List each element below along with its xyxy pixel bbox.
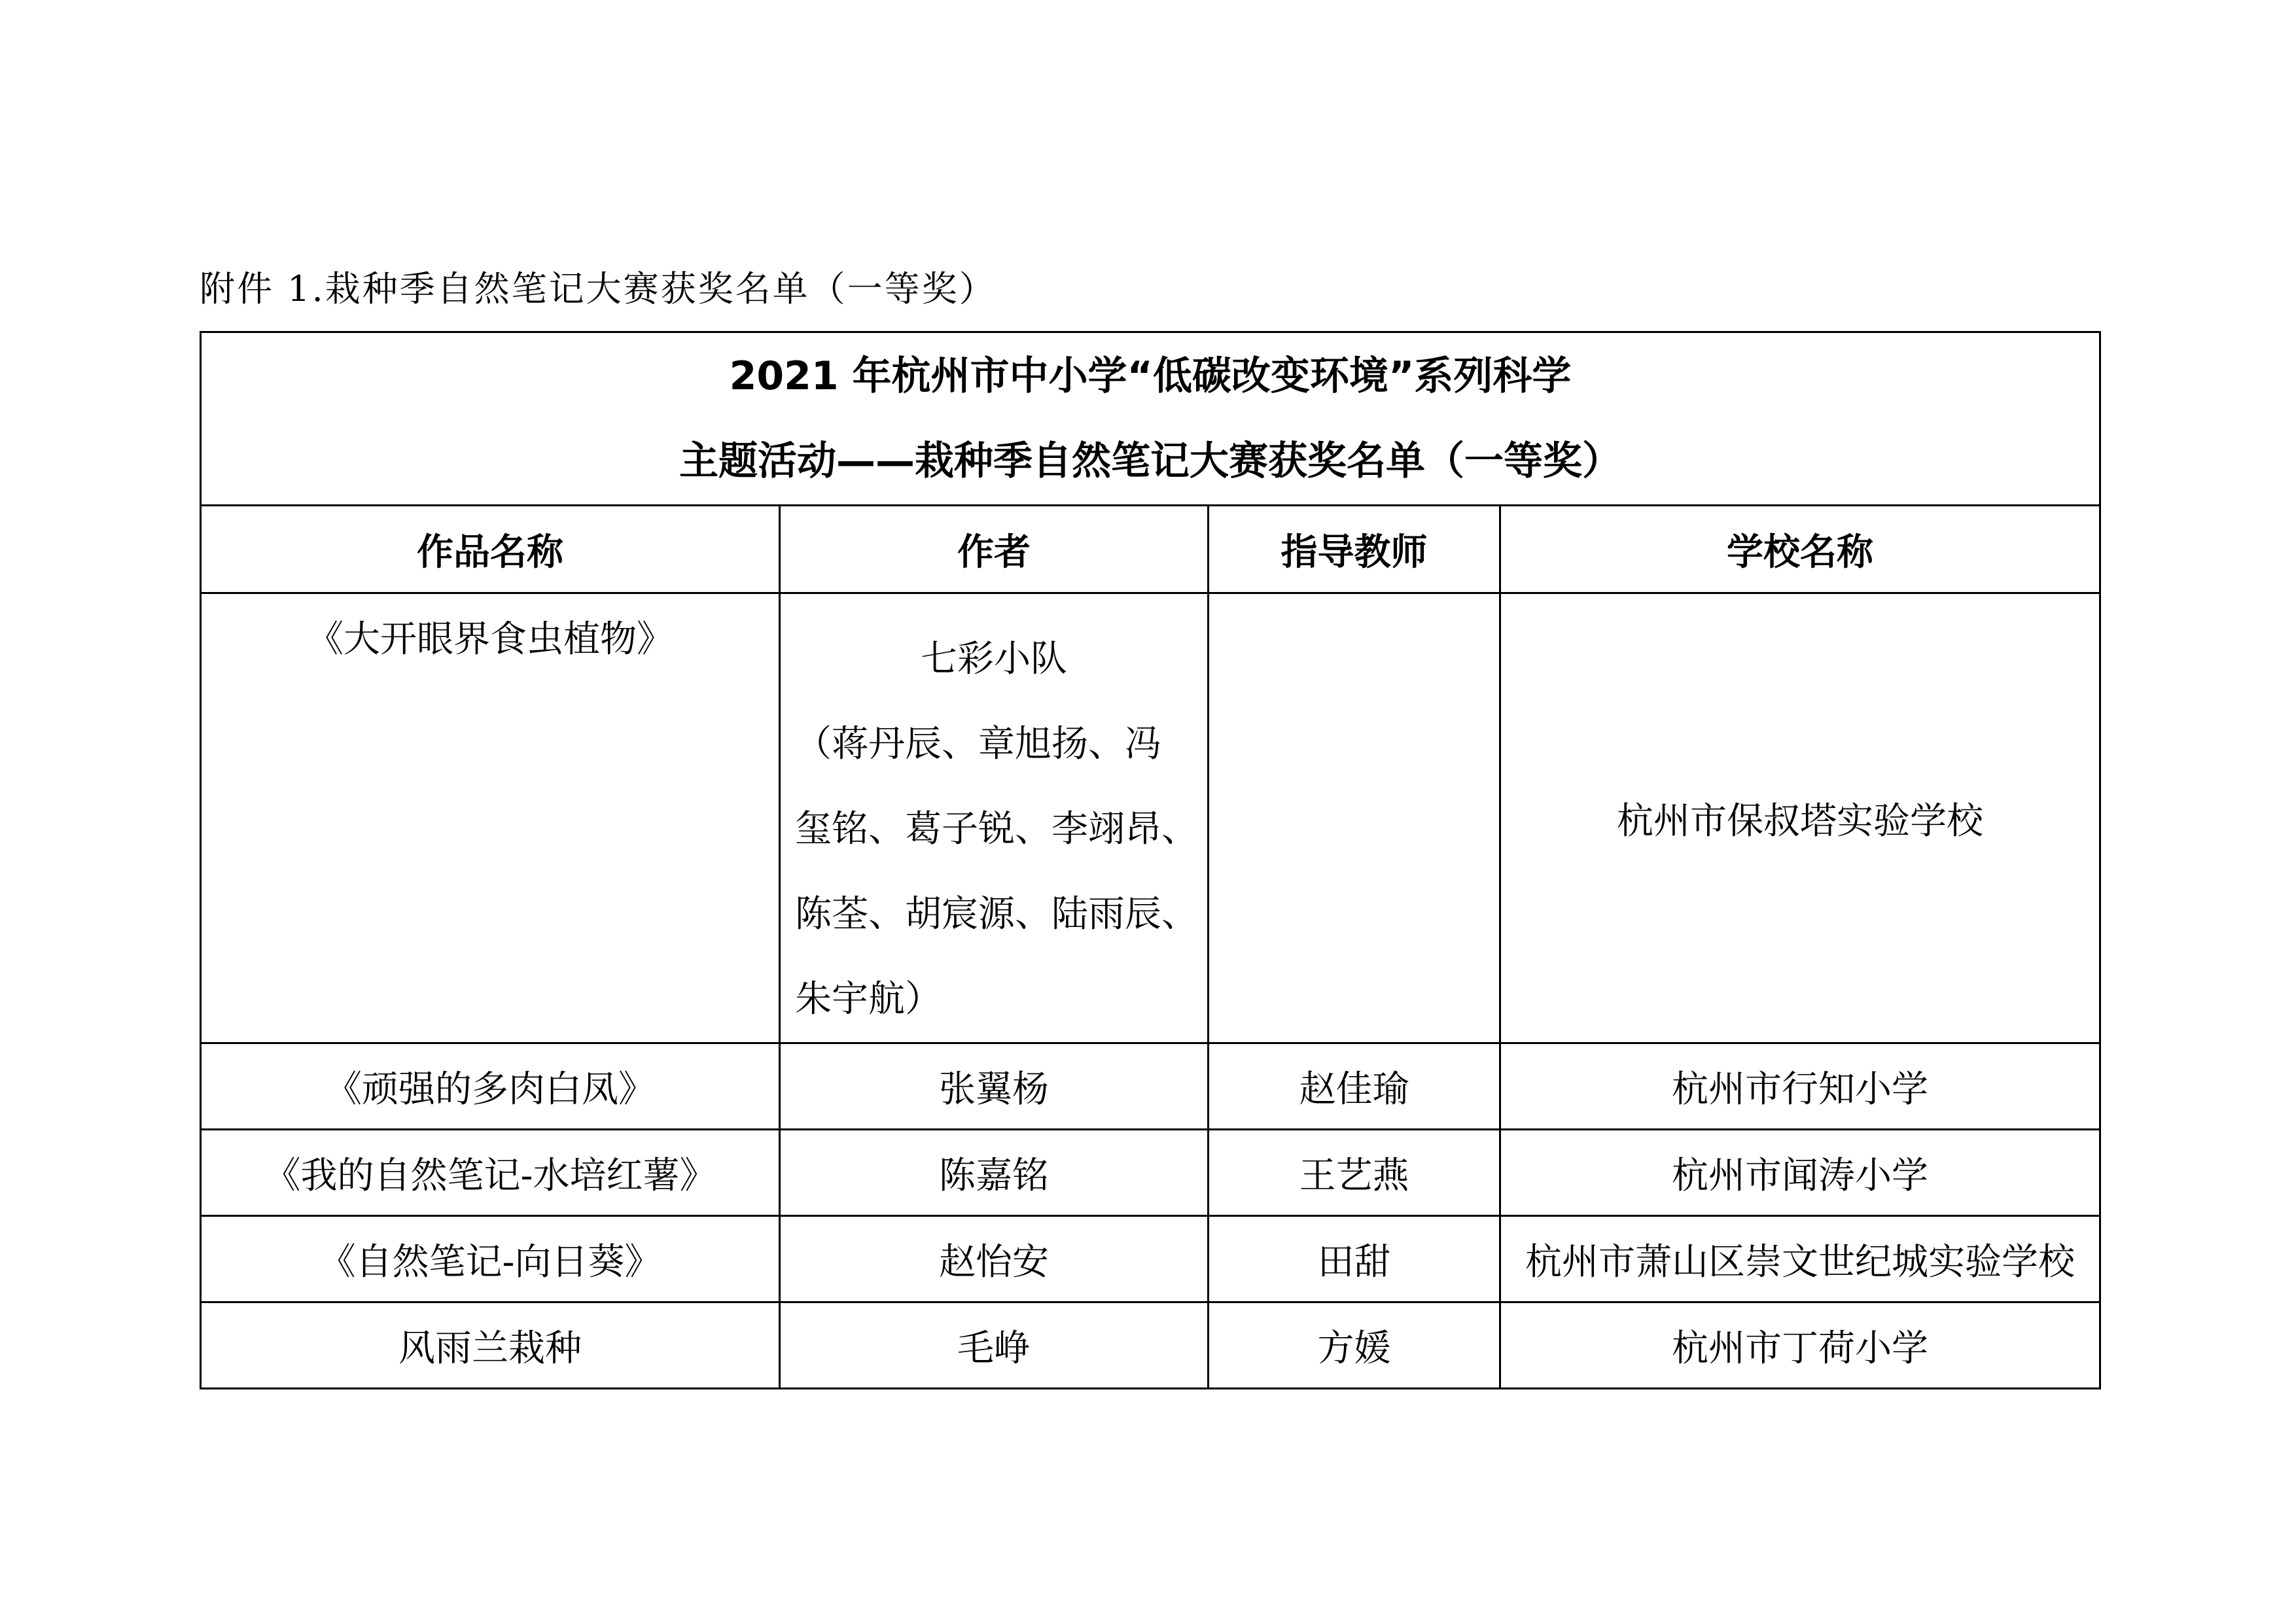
cell-school: 杭州市保叔塔实验学校	[1500, 593, 2100, 1043]
table-row	[201, 1216, 2100, 1302]
table-row	[201, 593, 2100, 1043]
team-block	[781, 594, 1207, 1042]
awards-table	[200, 331, 2101, 1389]
cell-work: 《顽强的多肉白凤》	[201, 1043, 780, 1130]
cell-work: 《我的自然笔记-水培红薯》	[201, 1130, 780, 1216]
header-author: 作者	[780, 506, 1209, 593]
cell-teacher: 王艺燕	[1209, 1130, 1500, 1216]
table-title-line-2: 主题活动——栽种季自然笔记大赛获奖名单（一等奖）	[679, 438, 1621, 484]
cell-work: 风雨兰栽种	[201, 1302, 780, 1389]
team-members-line: 陈荃、胡宸源、陆雨辰、	[795, 893, 1198, 935]
team-members-line: （蒋丹辰、章旭扬、冯	[795, 723, 1161, 765]
team-members	[781, 702, 1207, 1042]
cell-school: 杭州市行知小学	[1500, 1043, 2100, 1130]
table-title	[201, 332, 2100, 506]
cell-work	[201, 593, 780, 1043]
cell-author: 毛峥	[780, 1302, 1209, 1389]
cell-school: 杭州市闻涛小学	[1500, 1130, 2100, 1216]
work-title: 《大开眼界食虫植物》	[307, 618, 673, 661]
cell-school: 杭州市萧山区崇文世纪城实验学校	[1500, 1216, 2100, 1302]
cell-teacher: 赵佳瑜	[1209, 1043, 1500, 1130]
header-work-name: 作品名称	[201, 506, 780, 593]
table-title-row	[201, 332, 2100, 506]
cell-author: 陈嘉铭	[780, 1130, 1209, 1216]
header-row	[201, 506, 2100, 593]
header-teacher: 指导教师	[1209, 506, 1500, 593]
cell-author	[780, 593, 1209, 1043]
cell-work: 《自然笔记-向日葵》	[201, 1216, 780, 1302]
team-members-line: 玺铭、葛子锐、李翊昂、	[795, 808, 1198, 850]
cell-teacher: 田甜	[1209, 1216, 1500, 1302]
cell-author: 张翼杨	[780, 1043, 1209, 1130]
header-school: 学校名称	[1500, 506, 2100, 593]
attachment-title: 附件 1.栽种季自然笔记大赛获奖名单（一等奖）	[200, 268, 997, 309]
table-row	[201, 1130, 2100, 1216]
team-name: 七彩小队	[921, 638, 1067, 680]
cell-school: 杭州市丁荷小学	[1500, 1302, 2100, 1389]
table-row	[201, 1302, 2100, 1389]
cell-author: 赵怡安	[780, 1216, 1209, 1302]
cell-teacher: 方媛	[1209, 1302, 1500, 1389]
team-members-line: 朱宇航）	[795, 978, 942, 1021]
table-row	[201, 1043, 2100, 1130]
cell-teacher	[1209, 593, 1500, 1043]
table-title-line-1: 2021 年杭州市中小学“低碳改变环境”系列科学	[729, 353, 1572, 399]
